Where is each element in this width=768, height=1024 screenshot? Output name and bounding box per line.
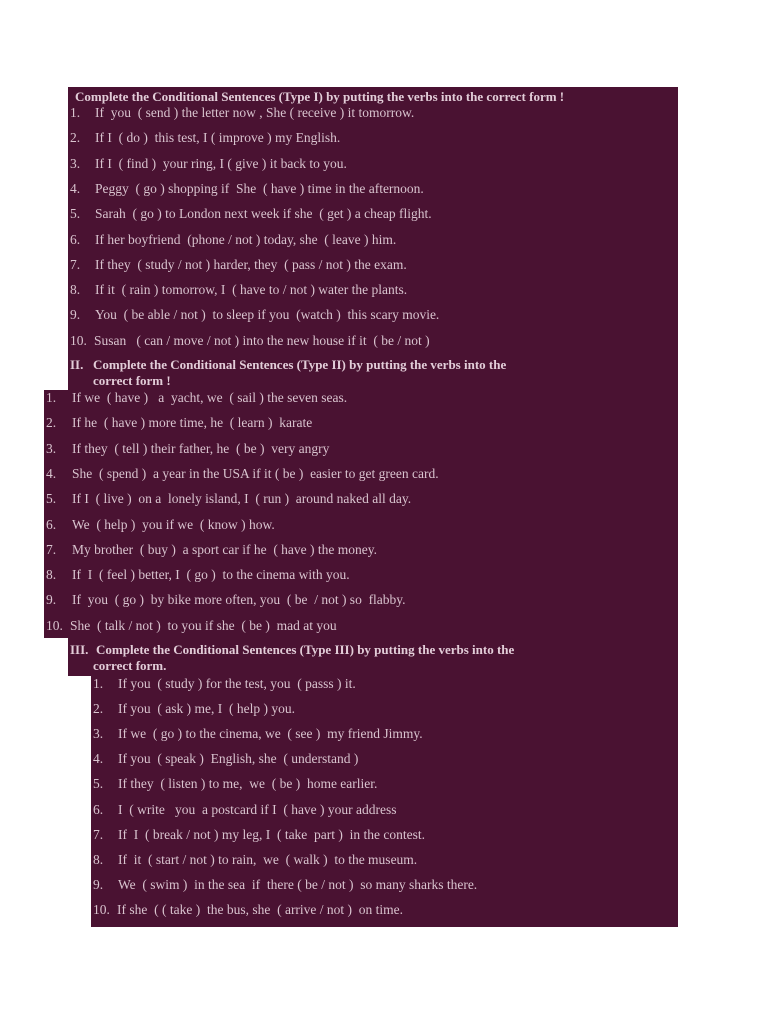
list-item-number: 5. xyxy=(46,491,57,507)
list-item-text: If they ( study / not ) harder, they ( pass / not ) the exam. xyxy=(95,256,407,272)
list-item-text: If she ( ( take ) the bus, she ( arrive / not ) on time. xyxy=(117,901,404,917)
list-item-text: If I ( feel ) better, I ( go ) to the cinema with you. xyxy=(72,567,350,583)
list-item-text: If you ( study ) for the test, you ( passs ) it. xyxy=(118,676,356,691)
list-item-number: 3. xyxy=(70,155,81,171)
list-item-text: She ( talk / not ) to you if she ( be ) mad at you xyxy=(70,617,337,633)
list-item-number: 6. xyxy=(46,516,57,532)
list-item-text: If you ( go ) by bike more often, you ( be / not ) so flabby. xyxy=(72,592,406,608)
list-item-text: If he ( have ) more time, he ( learn ) karate xyxy=(72,415,313,431)
list-item-text: If I ( live ) on a lonely island, I ( run ) around naked all day. xyxy=(72,491,412,507)
list-item-number: 9. xyxy=(93,876,104,892)
section2-heading-line1: Complete the Conditional Sentences (Type II) by putting the verbs into the xyxy=(93,357,507,372)
list-item-text: If you ( send ) the letter now , She ( receive ) it tomorrow. xyxy=(95,105,415,120)
list-item-number: 4. xyxy=(46,465,57,481)
list-item-text: If I ( break / not ) my leg, I ( take part ) in the contest. xyxy=(118,826,426,842)
list-item-number: 7. xyxy=(46,541,57,557)
list-item-text: We ( swim ) in the sea if there ( be / not ) so many sharks there. xyxy=(118,876,478,892)
list-item-number: 6. xyxy=(93,801,104,817)
list-item-number: 2. xyxy=(70,130,81,146)
list-item-text: If it ( start / not ) to rain, we ( walk ) to the museum. xyxy=(118,851,418,867)
section1-heading: Complete the Conditional Sentences (Type I) by putting the verbs into the correct form ! xyxy=(75,89,565,104)
list-item-number: 7. xyxy=(70,256,81,272)
list-item-text: Susan ( can / move / not ) into the new house if it ( be / not ) xyxy=(94,332,430,348)
list-item-text: If you ( speak ) English, she ( understand ) xyxy=(118,751,359,767)
list-item-number: 1. xyxy=(93,676,104,691)
list-item-text: I ( write you a postcard if I ( have ) your address xyxy=(118,801,397,817)
list-item-text: If we ( go ) to the cinema, we ( see ) my friend Jimmy. xyxy=(118,726,423,742)
list-item-text: If they ( listen ) to me, we ( be ) home earlier. xyxy=(118,776,378,792)
list-item-text: She ( spend ) a year in the USA if it ( be ) easier to get green card. xyxy=(72,465,439,481)
list-item-text: If I ( do ) this test, I ( improve ) my English. xyxy=(95,130,341,146)
list-item-text: My brother ( buy ) a sport car if he ( have ) the money. xyxy=(72,541,378,557)
section3-roman-numeral: III. xyxy=(70,642,89,657)
section2-heading-line2: correct form ! xyxy=(93,373,171,388)
list-item-number: 8. xyxy=(70,282,81,298)
list-item-text: We ( help ) you if we ( know ) how. xyxy=(72,516,275,532)
list-item-text: Peggy ( go ) shopping if She ( have ) time in the afternoon. xyxy=(95,180,424,196)
list-item-text: If it ( rain ) tomorrow, I ( have to / not ) water the plants. xyxy=(95,282,408,298)
list-item-number: 9. xyxy=(70,307,81,323)
section2-roman-numeral: II. xyxy=(70,357,84,372)
list-item-text: If you ( ask ) me, I ( help ) you. xyxy=(118,701,295,717)
section3-heading-line1: Complete the Conditional Sentences (Type III) by putting the verbs into the xyxy=(96,642,515,657)
list-item-number: 10. xyxy=(46,617,63,633)
list-item-number: 9. xyxy=(46,592,57,608)
list-item-number: 7. xyxy=(93,826,104,842)
list-item-number: 3. xyxy=(93,726,104,742)
list-item-text: If I ( find ) your ring, I ( give ) it back to you. xyxy=(95,155,347,171)
list-item-text: You ( be able / not ) to sleep if you (watch ) this scary movie. xyxy=(95,307,440,323)
list-item-number: 1. xyxy=(70,105,81,120)
list-item-text: Sarah ( go ) to London next week if she ( get ) a cheap flight. xyxy=(95,206,432,222)
list-item-text: If her boyfriend (phone / not ) today, she ( leave ) him. xyxy=(95,231,397,247)
list-item-number: 8. xyxy=(93,851,104,867)
list-item-number: 5. xyxy=(70,206,81,222)
list-item-number: 10. xyxy=(93,901,110,917)
list-item-number: 4. xyxy=(93,751,104,767)
list-item-number: 5. xyxy=(93,776,104,792)
list-item-number: 6. xyxy=(70,231,81,247)
list-item-text: If we ( have ) a yacht, we ( sail ) the seven seas. xyxy=(72,390,348,405)
list-item-number: 2. xyxy=(93,701,104,717)
section3-heading-line2: correct form. xyxy=(93,658,167,673)
list-item-number: 10. xyxy=(70,332,87,348)
list-item-number: 3. xyxy=(46,440,57,456)
list-item-text: If they ( tell ) their father, he ( be ) very angry xyxy=(72,440,330,456)
list-item-number: 4. xyxy=(70,180,81,196)
list-item-number: 8. xyxy=(46,567,57,583)
list-item-number: 2. xyxy=(46,415,57,431)
list-item-number: 1. xyxy=(46,390,57,405)
